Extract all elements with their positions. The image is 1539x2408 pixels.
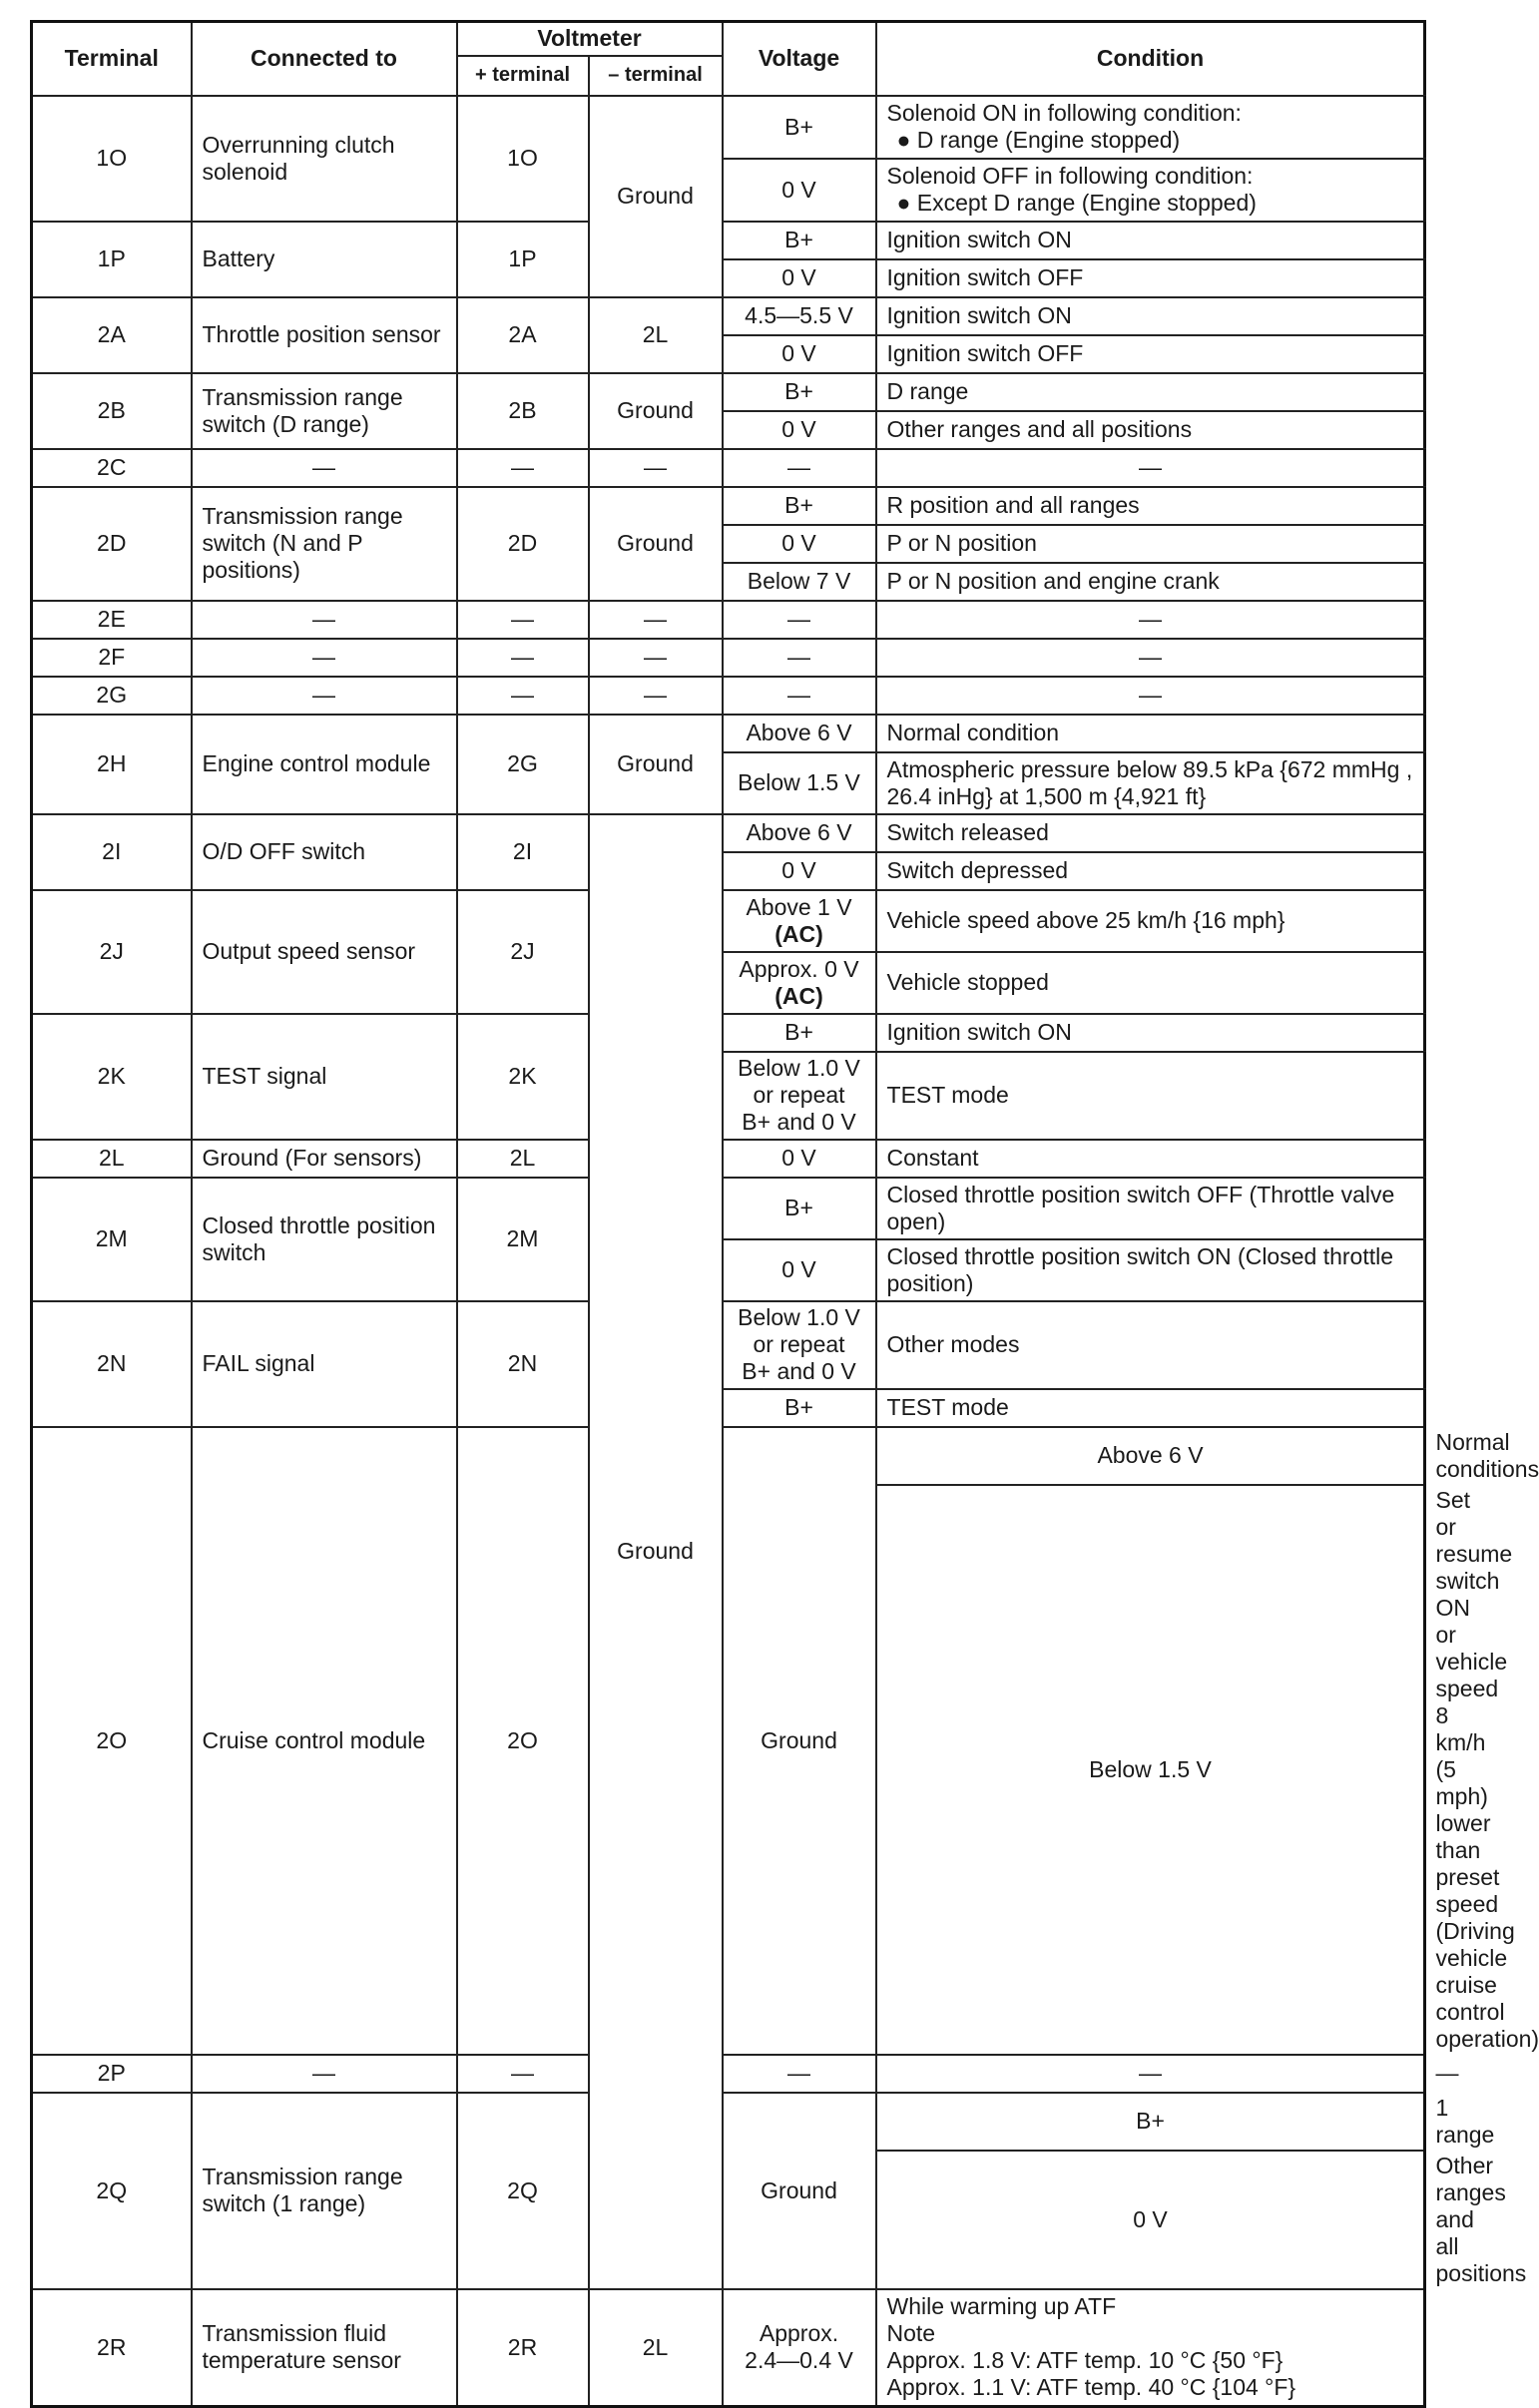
minus-terminal-cell: Ground bbox=[723, 2093, 876, 2289]
condition-cell: Ignition switch ON bbox=[876, 297, 1425, 335]
plus-terminal-cell: — bbox=[457, 677, 589, 715]
voltage-cell: Above 6 V bbox=[723, 715, 876, 752]
voltage-cell bbox=[723, 890, 876, 952]
table-row bbox=[32, 1301, 1425, 1389]
connected-cell: Cruise control module bbox=[192, 1427, 457, 2055]
voltage-cell: B+ bbox=[723, 96, 876, 159]
voltage-line: 2.4—0.4 V bbox=[745, 2347, 853, 2374]
table-row bbox=[32, 373, 1425, 411]
minus-terminal-cell: Ground bbox=[589, 487, 723, 601]
connected-cell: Ground (For sensors) bbox=[192, 1140, 457, 1178]
connected-cell: — bbox=[192, 677, 457, 715]
minus-terminal-cell: — bbox=[589, 449, 723, 487]
terminal-cell: 2C bbox=[32, 449, 192, 487]
voltage-cell: B+ bbox=[723, 1389, 876, 1427]
plus-terminal-cell: 2Q bbox=[457, 2093, 589, 2289]
connected-cell: Engine control module bbox=[192, 715, 457, 814]
terminal-cell: 2P bbox=[32, 2055, 192, 2093]
connected-cell: Closed throttle position switch bbox=[192, 1178, 457, 1301]
connected-cell: Overrunning clutch solenoid bbox=[192, 96, 457, 222]
voltage-cell: 0 V bbox=[723, 159, 876, 222]
voltage-cell bbox=[723, 2289, 876, 2407]
plus-terminal-cell: 2N bbox=[457, 1301, 589, 1427]
condition-cell: Closed throttle position switch OFF (Throttle valve open) bbox=[876, 1178, 1425, 1239]
plus-terminal-cell: 2D bbox=[457, 487, 589, 601]
table-row bbox=[32, 487, 1425, 525]
table-row bbox=[32, 297, 1425, 335]
condition-cell: P or N position bbox=[876, 525, 1425, 563]
condition-cell: TEST mode bbox=[876, 1052, 1425, 1140]
table-row bbox=[32, 890, 1425, 952]
terminal-cell: 2N bbox=[32, 1301, 192, 1427]
table-row bbox=[32, 1140, 1425, 1178]
minus-terminal-cell: — bbox=[589, 639, 723, 677]
condition-cell bbox=[876, 2289, 1425, 2407]
condition-cell: TEST mode bbox=[876, 1389, 1425, 1427]
voltage-cell: — bbox=[876, 2055, 1425, 2093]
plus-terminal-cell: 2G bbox=[457, 715, 589, 814]
terminal-cell: 2O bbox=[32, 1427, 192, 2055]
condition-cell: Other ranges and all positions bbox=[876, 411, 1425, 449]
voltage-line: B+ and 0 V bbox=[742, 1109, 856, 1135]
connected-cell: Transmission range switch (1 range) bbox=[192, 2093, 457, 2289]
connected-cell: Battery bbox=[192, 222, 457, 297]
header-row bbox=[32, 22, 1425, 56]
condition-cell: Normal condition bbox=[876, 715, 1425, 752]
voltage-line: B+ and 0 V bbox=[742, 1358, 856, 1384]
terminal-cell: 2A bbox=[32, 297, 192, 373]
connected-cell: Throttle position sensor bbox=[192, 297, 457, 373]
condition-bullet: ● D range (Engine stopped) bbox=[896, 127, 1181, 153]
condition-cell: Switch depressed bbox=[876, 852, 1425, 890]
voltage-line: Above 1 V bbox=[746, 893, 852, 920]
table-row: 2O Cruise control module 2O Ground Above 6 V Normal conditions bbox=[32, 1427, 1425, 1485]
header-minus-terminal: – terminal bbox=[589, 56, 723, 96]
condition-cell: — bbox=[876, 449, 1425, 487]
table-row: Below 1.5 V Set or resume switch ON or vehicle speed 8 km/h (5 mph) lower than preset speed (Driving vehicle cruise control operation) bbox=[32, 1485, 1425, 2055]
connected-cell: Transmission fluid temperature sensor bbox=[192, 2289, 457, 2407]
condition-cell: — bbox=[876, 677, 1425, 715]
connected-cell: Output speed sensor bbox=[192, 890, 457, 1014]
voltage-cell: Above 6 V bbox=[876, 1427, 1425, 1485]
connected-cell: Transmission range switch (N and P positions) bbox=[192, 487, 457, 601]
plus-terminal-cell: 2I bbox=[457, 814, 589, 890]
condition-cell: Constant bbox=[876, 1140, 1425, 1178]
terminal-cell: 2J bbox=[32, 890, 192, 1014]
condition-cell: Ignition switch OFF bbox=[876, 259, 1425, 297]
table-row bbox=[32, 1178, 1425, 1239]
header-voltmeter: Voltmeter bbox=[457, 22, 723, 56]
voltage-cell: — bbox=[723, 639, 876, 677]
condition-cell: Ignition switch OFF bbox=[876, 335, 1425, 373]
table-row bbox=[32, 222, 1425, 259]
plus-terminal-cell: — bbox=[457, 601, 589, 639]
plus-terminal-cell: 2R bbox=[457, 2289, 589, 2407]
terminal-voltage-table-page bbox=[30, 20, 1539, 2408]
minus-terminal-cell: — bbox=[723, 2055, 876, 2093]
voltage-line: Below 1.0 V bbox=[738, 1304, 860, 1330]
voltage-cell: — bbox=[723, 449, 876, 487]
table-row bbox=[32, 96, 1425, 159]
plus-terminal-cell: — bbox=[457, 2055, 589, 2093]
minus-terminal-cell: 2L bbox=[589, 297, 723, 373]
voltage-cell: Below 7 V bbox=[723, 563, 876, 601]
plus-terminal-cell: 2M bbox=[457, 1178, 589, 1301]
plus-terminal-cell: 2O bbox=[457, 1427, 589, 2055]
condition-cell: Closed throttle position switch ON (Closed throttle position) bbox=[876, 1239, 1425, 1301]
table-row bbox=[32, 639, 1425, 677]
terminal-voltage-table bbox=[30, 20, 1539, 2408]
minus-terminal-cell: Ground bbox=[589, 814, 723, 2289]
table-row bbox=[32, 601, 1425, 639]
minus-terminal-cell: Ground bbox=[589, 715, 723, 814]
table-row bbox=[32, 715, 1425, 752]
voltage-cell: B+ bbox=[876, 2093, 1425, 2151]
terminal-cell: 2B bbox=[32, 373, 192, 449]
connected-cell: — bbox=[192, 449, 457, 487]
condition-cell: D range bbox=[876, 373, 1425, 411]
terminal-cell: 2E bbox=[32, 601, 192, 639]
table-row: 2P — — — — — bbox=[32, 2055, 1425, 2093]
table-row bbox=[32, 677, 1425, 715]
minus-terminal-cell: Ground bbox=[723, 1427, 876, 2055]
voltage-line: or repeat bbox=[753, 1331, 845, 1357]
minus-terminal-cell: — bbox=[589, 601, 723, 639]
condition-cell: Vehicle speed above 25 km/h {16 mph} bbox=[876, 890, 1425, 952]
condition-bullet: ● Except D range (Engine stopped) bbox=[896, 190, 1257, 216]
voltage-cell: 0 V bbox=[876, 2151, 1425, 2289]
voltage-line: Approx. 0 V bbox=[739, 955, 859, 982]
voltage-cell: B+ bbox=[723, 222, 876, 259]
header-connected-to: Connected to bbox=[192, 22, 457, 96]
voltage-cell: B+ bbox=[723, 1178, 876, 1239]
terminal-cell: 2D bbox=[32, 487, 192, 601]
minus-terminal-cell: 2L bbox=[589, 2289, 723, 2407]
voltage-cell: 0 V bbox=[723, 1239, 876, 1301]
voltage-line: Approx. bbox=[759, 2320, 839, 2347]
terminal-cell: 2L bbox=[32, 1140, 192, 1178]
voltage-cell: 0 V bbox=[723, 1140, 876, 1178]
condition-cell: Other modes bbox=[876, 1301, 1425, 1389]
connected-cell: FAIL signal bbox=[192, 1301, 457, 1427]
table-row: 0 V Other ranges and all positions bbox=[32, 2151, 1425, 2289]
minus-terminal-cell: Ground bbox=[589, 373, 723, 449]
condition-cell bbox=[876, 159, 1425, 222]
voltage-cell bbox=[723, 1052, 876, 1140]
condition-cell: Switch released bbox=[876, 814, 1425, 852]
condition-cell: Vehicle stopped bbox=[876, 952, 1425, 1014]
voltage-cell: 0 V bbox=[723, 852, 876, 890]
connected-cell: — bbox=[192, 2055, 457, 2093]
table-row bbox=[32, 814, 1425, 852]
voltage-cell bbox=[723, 1301, 876, 1389]
table-row bbox=[32, 2289, 1425, 2407]
header-terminal: Terminal bbox=[32, 22, 192, 96]
minus-terminal-cell: Ground bbox=[589, 96, 723, 297]
terminal-cell: 2K bbox=[32, 1014, 192, 1140]
connected-cell: TEST signal bbox=[192, 1014, 457, 1140]
table-row bbox=[32, 449, 1425, 487]
connected-cell: — bbox=[192, 601, 457, 639]
condition-line: While warming up ATF bbox=[886, 2293, 1117, 2320]
voltage-cell: 4.5—5.5 V bbox=[723, 297, 876, 335]
voltage-cell: Above 6 V bbox=[723, 814, 876, 852]
connected-cell: Transmission range switch (D range) bbox=[192, 373, 457, 449]
header-plus-terminal: + terminal bbox=[457, 56, 589, 96]
voltage-cell: — bbox=[723, 601, 876, 639]
condition-note-label: Note bbox=[886, 2320, 936, 2347]
voltage-cell: B+ bbox=[723, 487, 876, 525]
plus-terminal-cell: — bbox=[457, 639, 589, 677]
terminal-cell: 2I bbox=[32, 814, 192, 890]
terminal-cell: 2F bbox=[32, 639, 192, 677]
header-voltage: Voltage bbox=[723, 22, 876, 96]
terminal-cell: 1O bbox=[32, 96, 192, 222]
table-row: 2Q Transmission range switch (1 range) 2Q Ground B+ 1 range bbox=[32, 2093, 1425, 2151]
condition-line: Approx. 1.8 V: ATF temp. 10 °C {50 °F} bbox=[886, 2347, 1283, 2374]
voltage-cell: Below 1.5 V bbox=[876, 1485, 1425, 2055]
voltage-cell: B+ bbox=[723, 1014, 876, 1052]
plus-terminal-cell: 2J bbox=[457, 890, 589, 1014]
voltage-cell: 0 V bbox=[723, 259, 876, 297]
plus-terminal-cell: 2B bbox=[457, 373, 589, 449]
plus-terminal-cell: 2K bbox=[457, 1014, 589, 1140]
condition-cell: — bbox=[876, 601, 1425, 639]
voltage-cell: Below 1.5 V bbox=[723, 752, 876, 814]
condition-cell: Atmospheric pressure below 89.5 kPa {672 mmHg , 26.4 inHg} at 1,500 m {4,921 ft} bbox=[876, 752, 1425, 814]
plus-terminal-cell: 2L bbox=[457, 1140, 589, 1178]
table-row bbox=[32, 1014, 1425, 1052]
plus-terminal-cell: — bbox=[457, 449, 589, 487]
terminal-cell: 2H bbox=[32, 715, 192, 814]
condition-cell: R position and all ranges bbox=[876, 487, 1425, 525]
plus-terminal-cell: 2A bbox=[457, 297, 589, 373]
condition-line: Approx. 1.1 V: ATF temp. 40 °C {104 °F} bbox=[886, 2374, 1296, 2401]
voltage-cell: 0 V bbox=[723, 335, 876, 373]
terminal-cell: 2G bbox=[32, 677, 192, 715]
condition-cell: — bbox=[876, 639, 1425, 677]
voltage-ac-label: (AC) bbox=[774, 982, 823, 1009]
condition-cell bbox=[876, 96, 1425, 159]
condition-line: Solenoid ON in following condition: bbox=[886, 100, 1242, 126]
voltage-ac-label: (AC) bbox=[774, 920, 823, 947]
voltage-line: Below 1.0 V bbox=[738, 1055, 860, 1081]
terminal-cell: 2M bbox=[32, 1178, 192, 1301]
voltage-cell bbox=[723, 952, 876, 1014]
terminal-cell: 1P bbox=[32, 222, 192, 297]
voltage-cell: B+ bbox=[723, 373, 876, 411]
condition-cell: Ignition switch ON bbox=[876, 222, 1425, 259]
connected-cell: — bbox=[192, 639, 457, 677]
voltage-cell: 0 V bbox=[723, 525, 876, 563]
voltage-line: or repeat bbox=[753, 1082, 845, 1108]
condition-cell: P or N position and engine crank bbox=[876, 563, 1425, 601]
minus-terminal-cell: — bbox=[589, 677, 723, 715]
voltage-cell: 0 V bbox=[723, 411, 876, 449]
terminal-cell: 2R bbox=[32, 2289, 192, 2407]
plus-terminal-cell: 1O bbox=[457, 96, 589, 222]
voltage-cell: — bbox=[723, 677, 876, 715]
terminal-cell: 2Q bbox=[32, 2093, 192, 2289]
condition-line: Solenoid OFF in following condition: bbox=[886, 163, 1254, 189]
header-condition: Condition bbox=[876, 22, 1425, 96]
condition-cell: Ignition switch ON bbox=[876, 1014, 1425, 1052]
plus-terminal-cell: 1P bbox=[457, 222, 589, 297]
connected-cell: O/D OFF switch bbox=[192, 814, 457, 890]
